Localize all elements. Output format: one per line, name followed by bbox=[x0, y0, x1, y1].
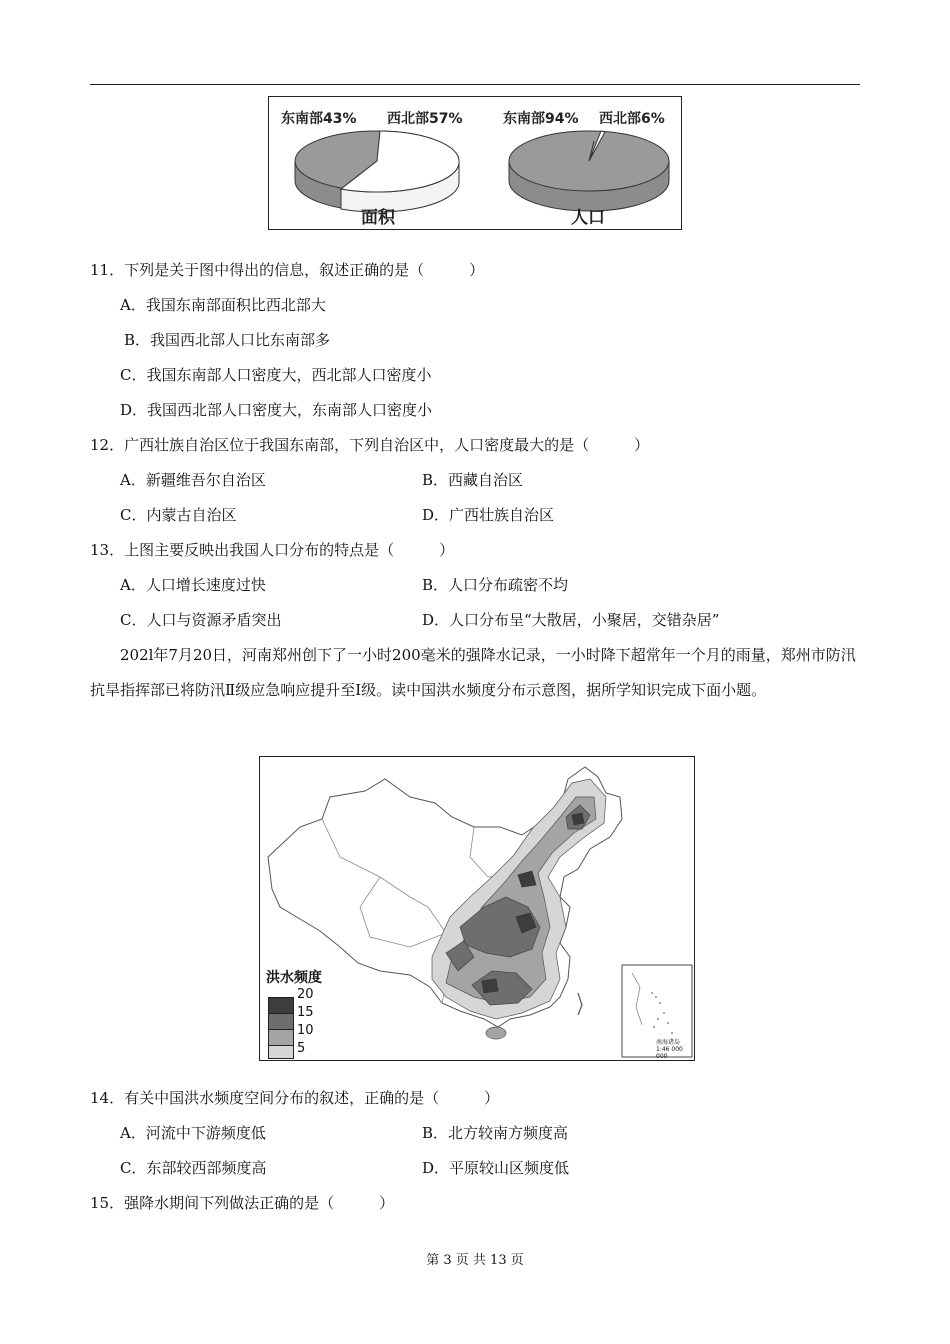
q14-stem: 14．有关中国洪水频度空间分布的叙述，正确的是（ ） bbox=[90, 1089, 500, 1107]
legend-swatch-15 bbox=[268, 1013, 294, 1030]
legend-swatch-10 bbox=[268, 1029, 294, 1046]
legend-title: 洪水频度 bbox=[266, 970, 322, 986]
header-rule bbox=[90, 84, 860, 85]
pop-southeast-label: 东南部94% bbox=[503, 111, 579, 127]
flood-frequency-map bbox=[259, 756, 695, 1061]
legend-value-5: 5 bbox=[297, 1041, 306, 1056]
china-map-svg bbox=[260, 757, 696, 1062]
q15-stem: 15．强降水期间下列做法正确的是（ ） bbox=[90, 1194, 395, 1212]
area-southeast-label: 东南部43% bbox=[281, 111, 357, 127]
q13-option-a[interactable]: A．人口增长速度过快 bbox=[120, 576, 266, 594]
population-pie bbox=[509, 131, 669, 211]
q13-option-d[interactable]: D．人口分布呈“大散居，小聚居，交错杂居” bbox=[422, 611, 720, 629]
q13-option-c[interactable]: C．人口与资源矛盾突出 bbox=[120, 611, 282, 629]
legend-value-20: 20 bbox=[297, 987, 314, 1002]
q14-option-d[interactable]: D．平原较山区频度低 bbox=[422, 1159, 570, 1177]
q12-stem: 12．广西壮族自治区位于我国东南部，下列自治区中，人口密度最大的是（ ） bbox=[90, 436, 650, 454]
q11-option-b[interactable]: B．我国西北部人口比东南部多 bbox=[124, 331, 331, 349]
q12-option-a[interactable]: A．新疆维吾尔自治区 bbox=[120, 471, 266, 489]
hainan-island bbox=[486, 1027, 506, 1039]
page-footer: 第 3 页 共 13 页 bbox=[426, 1253, 524, 1268]
pie-chart-figure bbox=[268, 96, 682, 230]
q11-stem: 11．下列是关于图中得出的信息，叙述正确的是（ ） bbox=[90, 261, 485, 279]
population-caption: 人口 bbox=[571, 208, 605, 228]
q12-option-b[interactable]: B．西藏自治区 bbox=[422, 471, 524, 489]
passage-text: 202l年7月20日，河南郑州创下了一小时200毫米的强降水记录，一小时降下超常年一个月的雨量，郑州市防汛抗旱指挥部已将防汛Ⅱ级应急响应提升至Ⅰ级。读中国洪水频度分布示意图，据所学知识完成下面小题。 bbox=[90, 646, 856, 699]
inset-caption: 南海诸岛 1:46 000 000 bbox=[656, 1039, 683, 1060]
area-northwest-label: 西北部57% bbox=[387, 111, 463, 127]
legend-swatch-20 bbox=[268, 997, 294, 1014]
pie-charts-svg bbox=[269, 97, 683, 231]
q11-option-a[interactable]: A．我国东南部面积比西北部大 bbox=[120, 296, 326, 314]
taiwan-outline bbox=[578, 993, 582, 1015]
q13-stem: 13．上图主要反映出我国人口分布的特点是（ ） bbox=[90, 541, 455, 559]
legend-swatch-5 bbox=[268, 1045, 294, 1059]
area-pie bbox=[295, 131, 459, 212]
area-caption: 面积 bbox=[361, 208, 395, 228]
q14-option-b[interactable]: B．北方较南方频度高 bbox=[422, 1124, 569, 1142]
q12-option-c[interactable]: C．内蒙古自治区 bbox=[120, 506, 237, 524]
legend-value-15: 15 bbox=[297, 1005, 314, 1020]
q14-option-a[interactable]: A．河流中下游频度低 bbox=[120, 1124, 266, 1142]
q12-option-d[interactable]: D．广西壮族自治区 bbox=[422, 506, 555, 524]
q11-option-d[interactable]: D．我国西北部人口密度大，东南部人口密度小 bbox=[120, 401, 433, 419]
q14-option-c[interactable]: C．东部较西部频度高 bbox=[120, 1159, 267, 1177]
pop-northwest-label: 西北部6% bbox=[599, 111, 665, 127]
q13-option-b[interactable]: B．人口分布疏密不均 bbox=[422, 576, 569, 594]
legend-value-10: 10 bbox=[297, 1023, 314, 1038]
q11-option-c[interactable]: C．我国东南部人口密度大，西北部人口密度小 bbox=[120, 366, 432, 384]
